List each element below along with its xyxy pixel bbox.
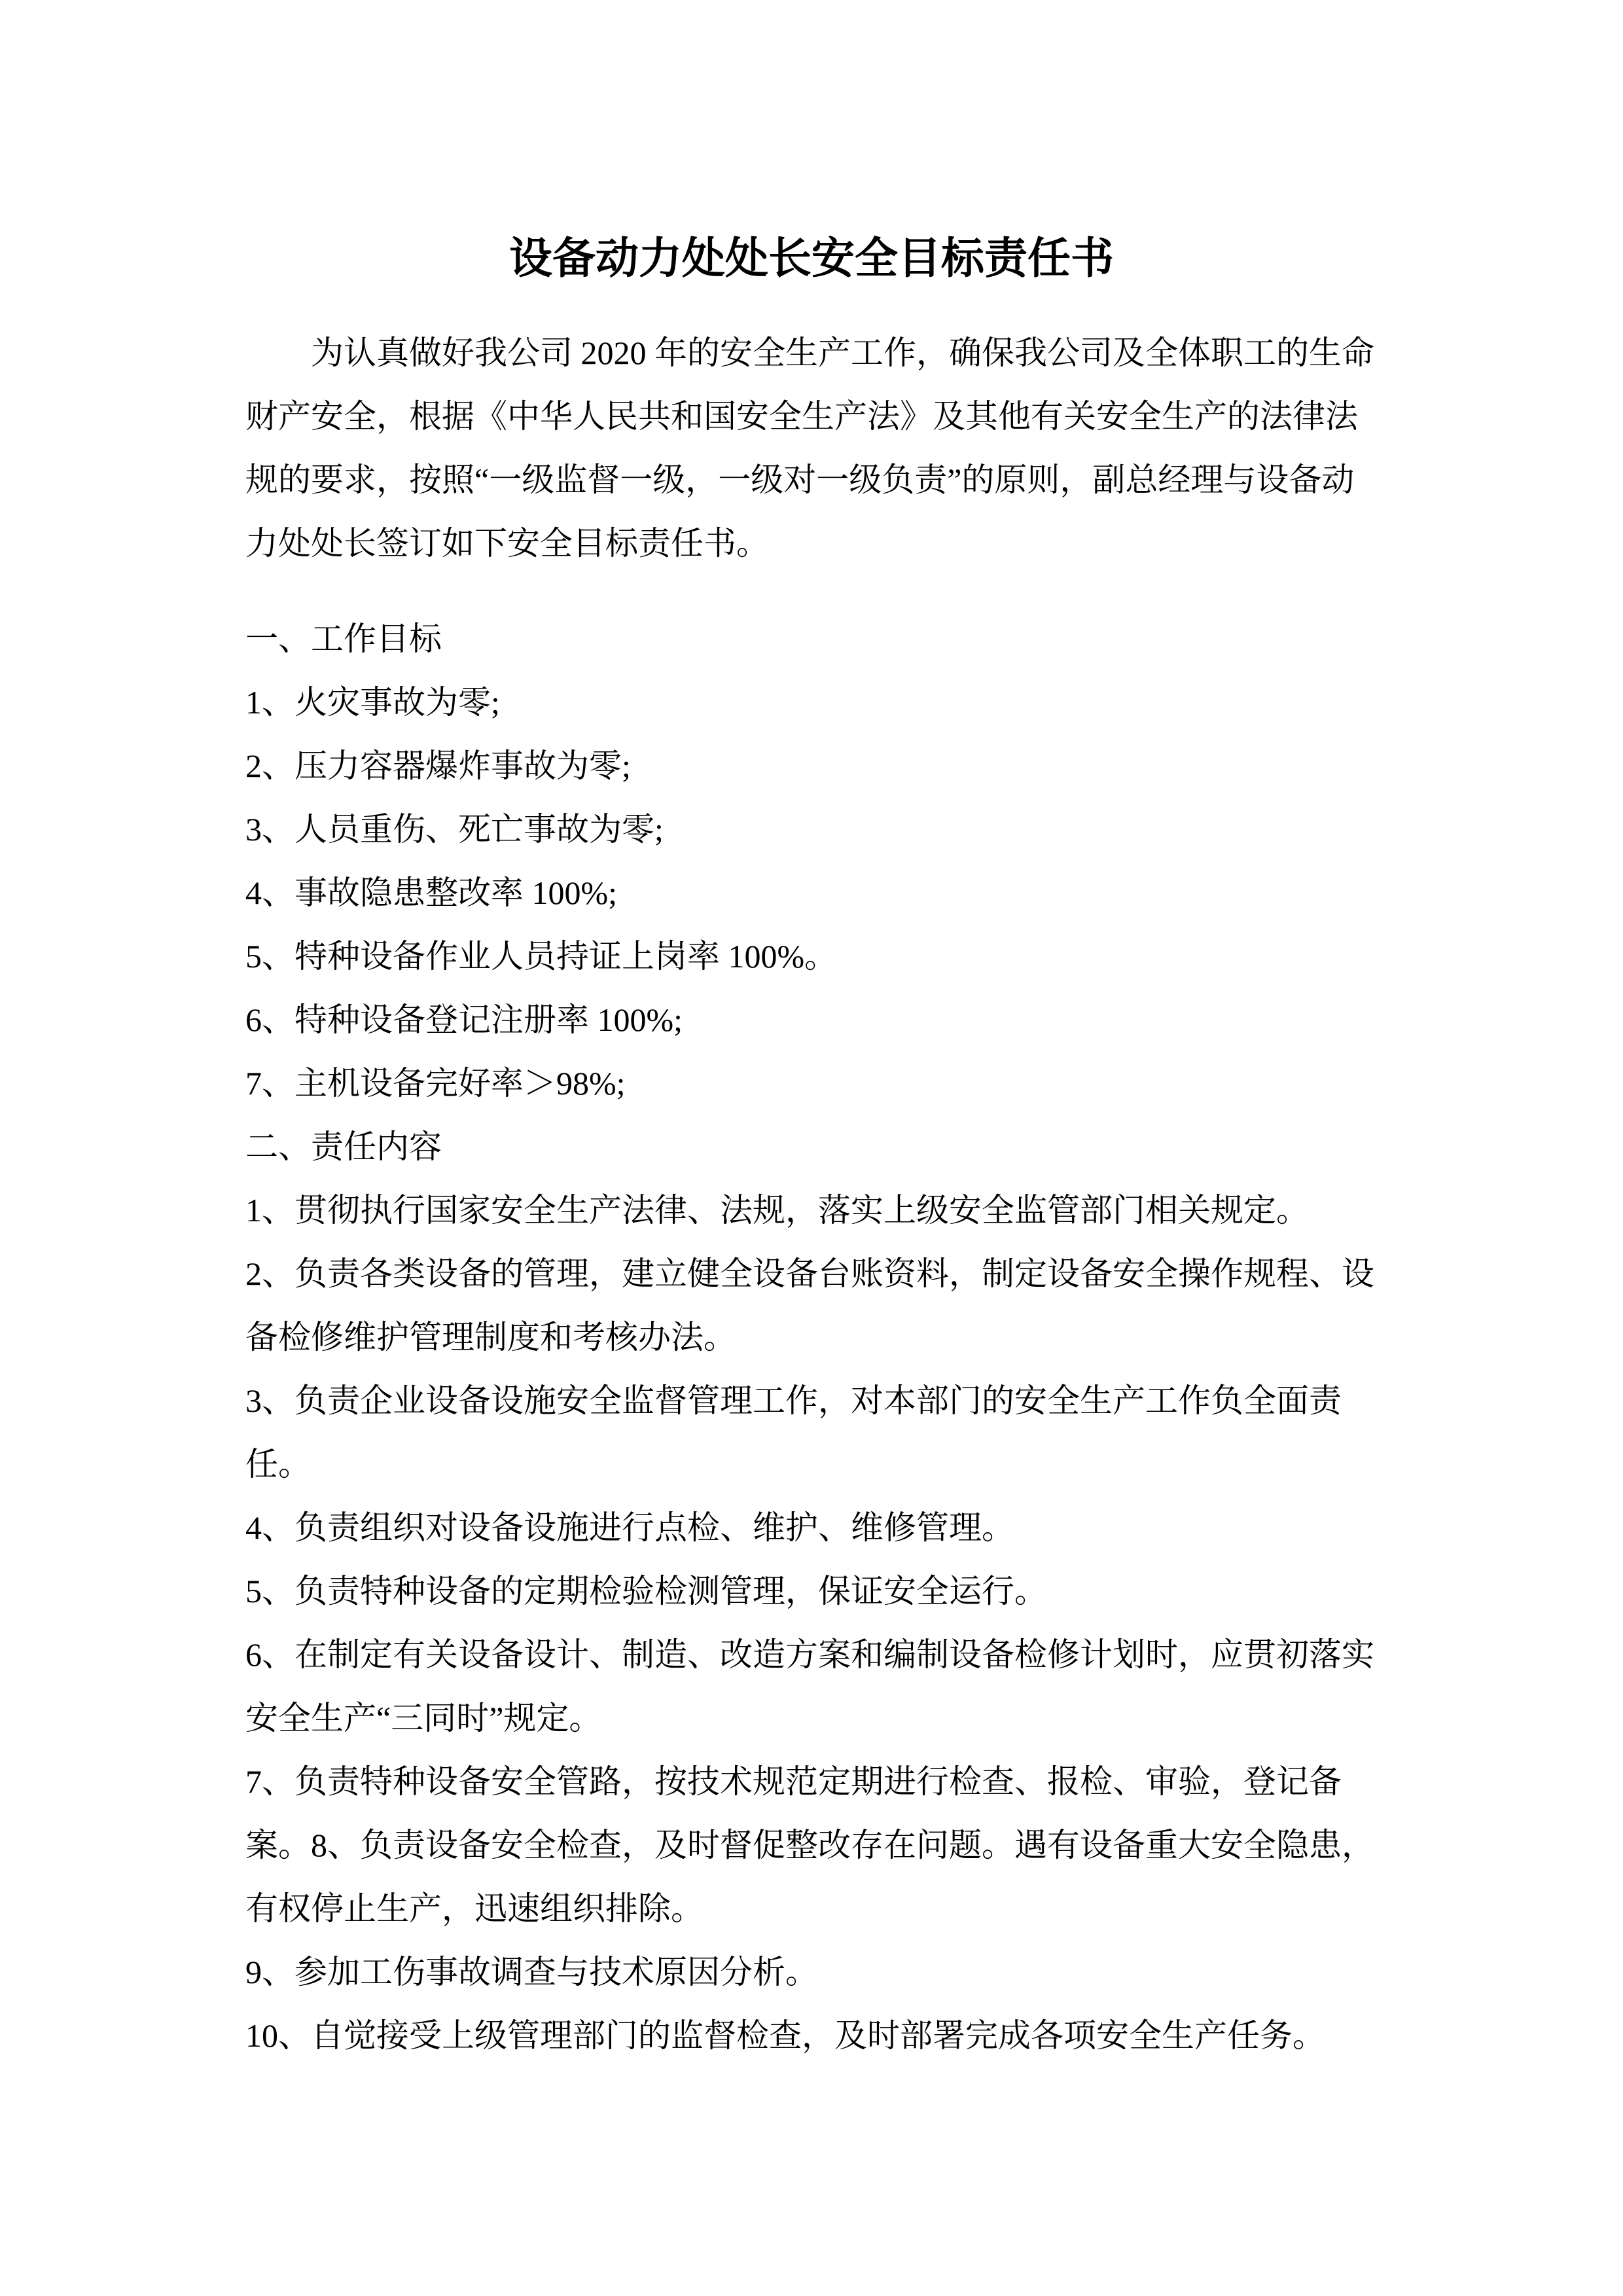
list-item: 1、贯彻执行国家安全生产法律、法规，落实上级安全监管部门相关规定。 [245,1192,1309,1229]
list-item: 7、主机设备完好率＞98%; [245,1065,626,1102]
list-item: 7、负责特种设备安全管路，按技术规范定期进行检查、报检、审验，登记备 [245,1763,1342,1800]
list-item: 4、事故隐患整改率 100%; [245,874,618,911]
list-item: 任。 [245,1446,311,1482]
list-item: 5、特种设备作业人员持证上岗率 100%。 [245,938,838,975]
list-item: 4、负责组织对设备设施进行点检、维护、维修管理。 [245,1509,1014,1546]
list-item: 3、人员重伤、死亡事故为零; [245,811,664,848]
section-heading: 二、责任内容 [245,1128,442,1165]
page-title: 设备动力处处长安全目标责任书 [509,234,1114,282]
intro-line: 为认真做好我公司 2020 年的安全生产工作，确保我公司及全体职工的生命 [311,334,1374,371]
list-item: 2、压力容器爆炸事故为零; [245,747,631,784]
list-item: 5、负责特种设备的定期检验检测管理，保证安全运行。 [245,1573,1047,1609]
intro-line: 规的要求，按照“一级监督一级，一级对一级负责”的原则，副总经理与设备动 [245,461,1355,498]
list-item: 6、特种设备登记注册率 100%; [245,1001,683,1038]
section-heading: 一、工作目标 [245,620,442,657]
list-item: 有权停止生产，迅速组织排除。 [245,1890,704,1927]
intro-line: 力处处长签订如下安全目标责任书。 [245,525,769,562]
list-item: 1、火灾事故为零; [245,684,500,721]
list-item: 备检修维护管理制度和考核办法。 [245,1319,736,1355]
list-item: 10、自觉接受上级管理部门的监督检查，及时部署完成各项安全生产任务。 [245,2017,1325,2054]
intro-paragraph [245,321,1378,575]
list-item: 3、负责企业设备设施安全监督管理工作，对本部门的安全生产工作负全面责 [245,1382,1342,1419]
list-item: 2、负责各类设备的管理，建立健全设备台账资料，制定设备安全操作规程、设 [245,1255,1374,1292]
section-responsibilities [245,1115,1378,2068]
list-item: 案。8、负责设备安全检查，及时督促整改存在问题。遇有设备重大安全隐患， [245,1827,1374,1863]
list-item: 6、在制定有关设备设计、制造、改造方案和编制设备检修计划时，应贯初落实 [245,1636,1374,1673]
section-work-targets [245,607,1378,1115]
intro-line: 财产安全，根据《中华人民共和国安全生产法》及其他有关安全生产的法律法 [245,398,1358,435]
list-item: 安全生产“三同时”规定。 [245,1700,602,1736]
list-item: 9、参加工伤事故调查与技术原因分析。 [245,1954,818,1990]
